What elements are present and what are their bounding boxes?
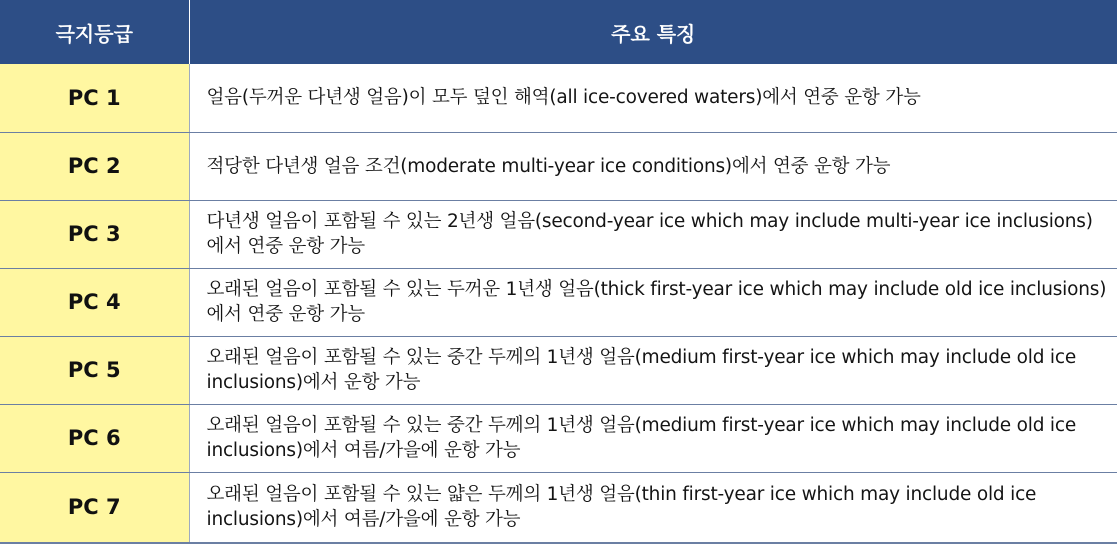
grade-cell: PC 6: [0, 404, 189, 472]
description-cell: 오래된 얼음이 포함될 수 있는 얇은 두께의 1년생 얼음(thin first-year ice which may include old ice inclusions)에서 여름/가을에 운항 가능: [189, 472, 1117, 543]
grade-cell: PC 7: [0, 472, 189, 543]
description-cell: 다년생 얼음이 포함될 수 있는 2년생 얼음(second-year ice which may include multi-year ice inclusions)에서 연중 운항 가능: [189, 200, 1117, 268]
description-cell: 오래된 얼음이 포함될 수 있는 두꺼운 1년생 얼음(thick first-year ice which may include old ice inclusions)에서 연중 운항 가능: [189, 268, 1117, 336]
header-features: 주요 특징: [189, 0, 1117, 64]
description-cell: 적당한 다년생 얼음 조건(moderate multi-year ice conditions)에서 연중 운항 가능: [189, 132, 1117, 200]
table-row: [0, 336, 1117, 404]
table-row: [0, 64, 1117, 132]
description-cell: 오래된 얼음이 포함될 수 있는 중간 두께의 1년생 얼음(medium first-year ice which may include old ice inclusions)에서 운항 가능: [189, 336, 1117, 404]
table-row: [0, 404, 1117, 472]
table-header: [0, 0, 1117, 64]
table-row: [0, 268, 1117, 336]
grade-cell: PC 2: [0, 132, 189, 200]
grade-cell: PC 5: [0, 336, 189, 404]
table-row: [0, 132, 1117, 200]
description-cell: 오래된 얼음이 포함될 수 있는 중간 두께의 1년생 얼음(medium first-year ice which may include old ice inclusions)에서 여름/가을에 운항 가능: [189, 404, 1117, 472]
table-body: [0, 64, 1117, 543]
description-cell: 얼음(두꺼운 다년생 얼음)이 모두 덮인 해역(all ice-covered waters)에서 연중 운항 가능: [189, 64, 1117, 132]
header-row: [0, 0, 1117, 64]
grade-cell: PC 1: [0, 64, 189, 132]
table-row: [0, 200, 1117, 268]
header-grade: 극지등급: [0, 0, 189, 64]
grade-cell: PC 4: [0, 268, 189, 336]
table-row: [0, 472, 1117, 543]
grade-cell: PC 3: [0, 200, 189, 268]
